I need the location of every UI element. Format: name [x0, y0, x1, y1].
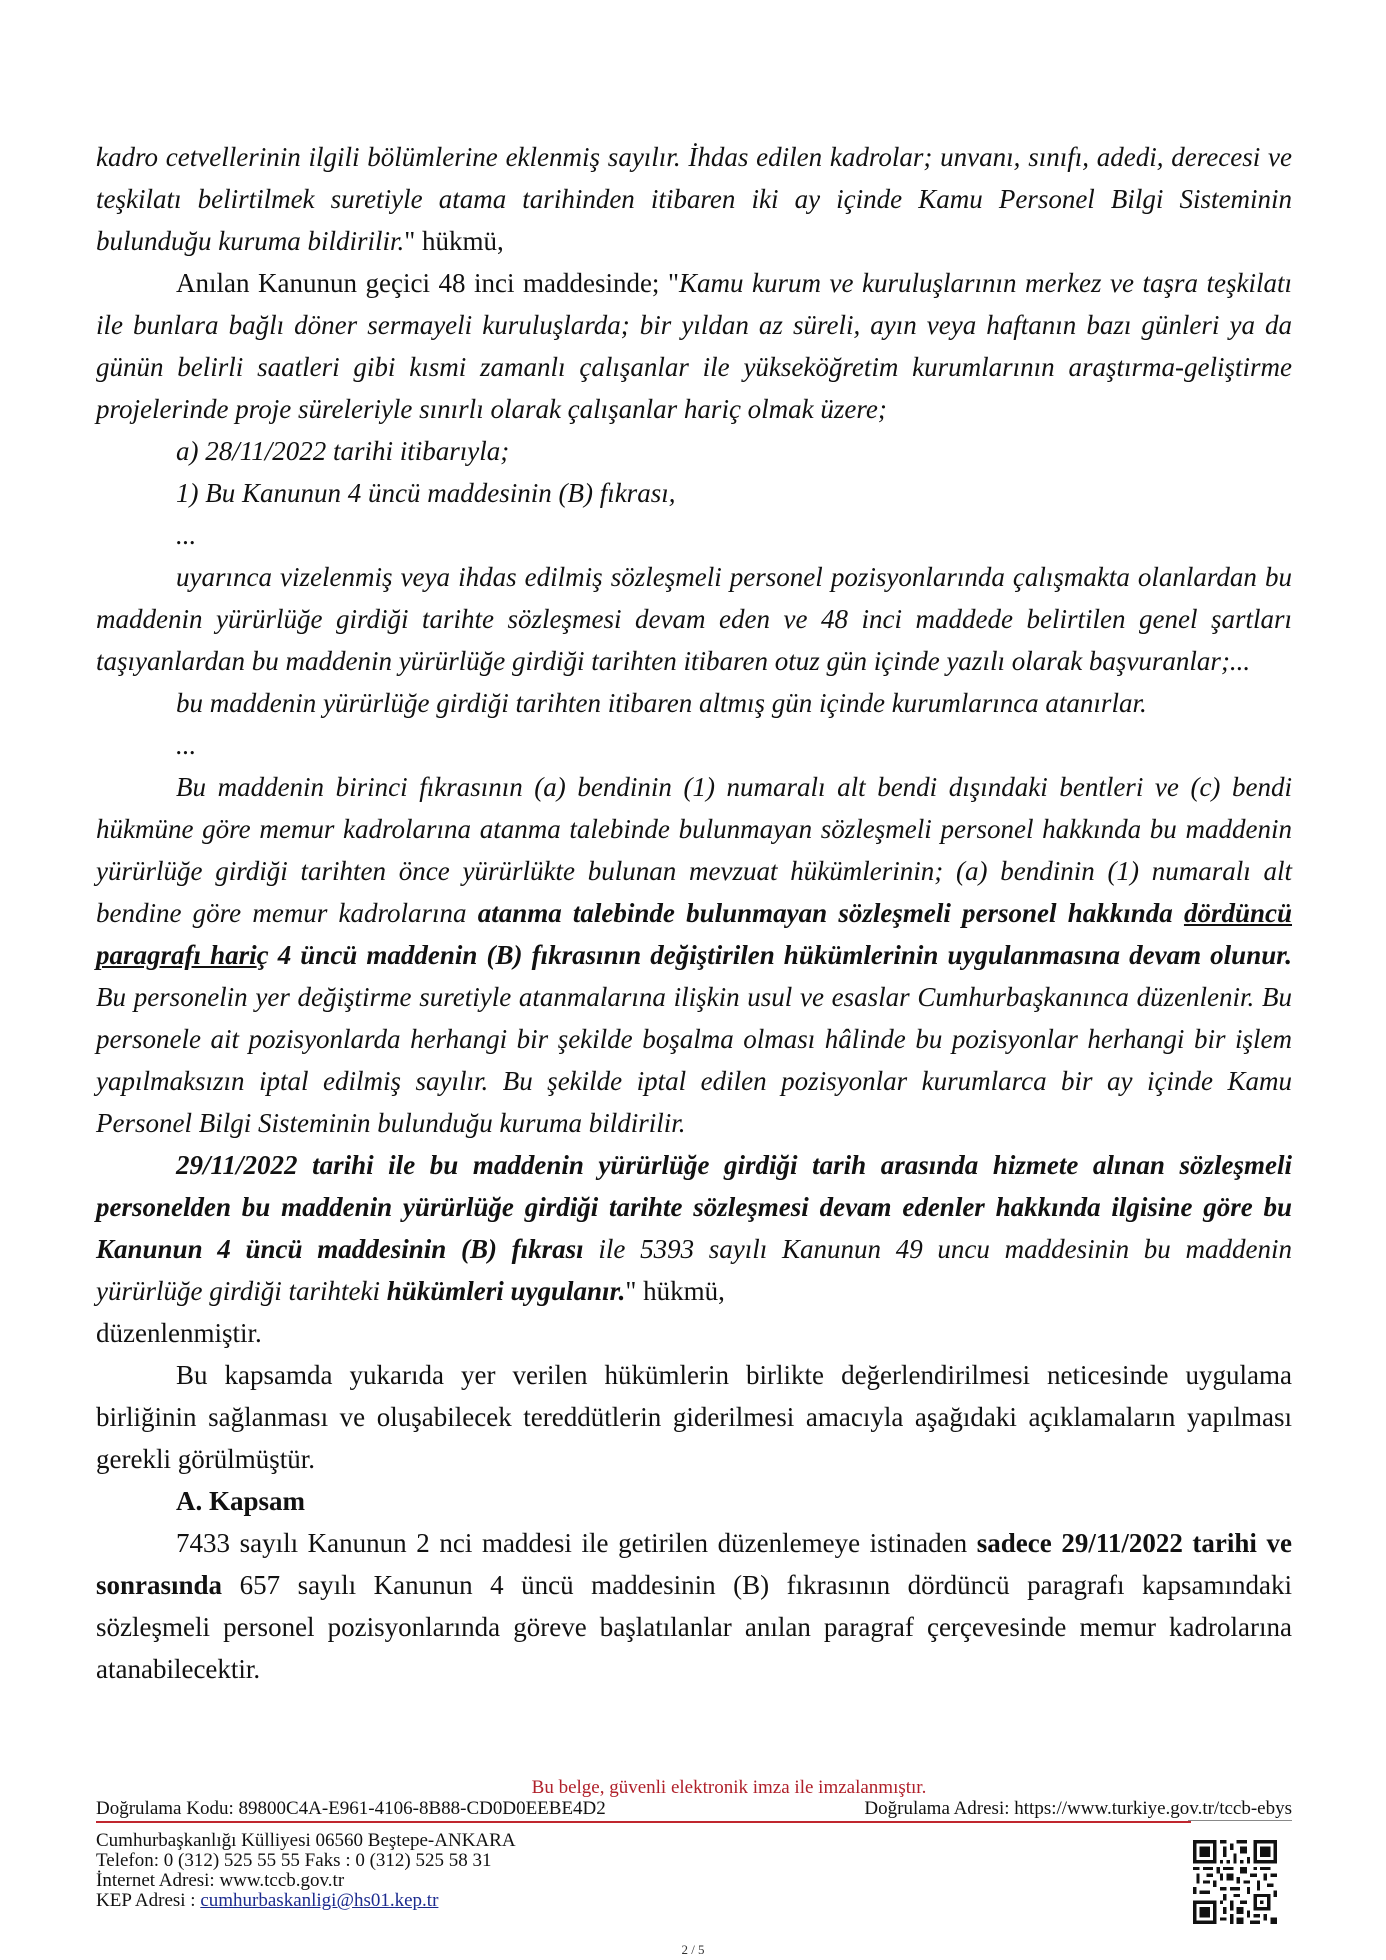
list-item-1: 1) Bu Kanunun 4 üncü maddesinin (B) fıkrası, — [176, 478, 676, 508]
footer-divider — [96, 1821, 1191, 1823]
quote-tail: " hükmü, — [625, 1276, 725, 1306]
lead-text: Anılan Kanunun geçici 48 inci maddesinde; " — [176, 268, 679, 298]
quoted-text: Kamu kurum ve kuruluşlarının merkez ve taşra teşkilatı ile bunlara bağlı döner sermayeli kuruluşlarda; bir yıldan az süreli, ayın veya haftanın bazı günleri ya da günün belirli saatleri gibi kısmi zamanlı çalışanlar ile yükseköğretim kurumlarının araştırma-geliştirme projelerinde proje süreleriyle sınırlı olarak çalışanlar hariç olmak üzere; — [96, 268, 1292, 424]
lead-text: 7433 sayılı Kanunun 2 nci maddesi ile getirilen düzenlemeye istinaden — [176, 1528, 977, 1558]
ellipsis: ... — [176, 730, 197, 760]
italic-text: ile 5393 sayılı Kanunun 49 uncu maddesinin bu maddenin yürürlüğe girdiği tarihteki — [96, 1234, 1292, 1306]
bold-text: ç 4 üncü maddenin (B) fıkrasının değiştirilen hükümlerinin uygulanmasına devam olunur. — [256, 940, 1292, 970]
bold-text: 29/11/2022 tarihi ile bu maddenin yürürlüğe girdiği tarih arasında hizmete alınan sözleşmeli personelden bu maddenin yürürlüğe girdiği tarihte sözleşmesi devam edenler hakkında ilgisine göre bu Kanunun 4 üncü maddesinin (B) fıkrası — [96, 1150, 1292, 1264]
kep-address — [96, 1891, 1292, 1911]
paragraph-kadro — [96, 136, 1292, 262]
verification-address[interactable]: Doğrulama Adresi: https://www.turkiye.gov.tr/tccb-ebys — [864, 1798, 1292, 1819]
list-item-a: a) 28/11/2022 tarihi itibarıyla; — [176, 436, 510, 466]
quote-tail: " hükmü, — [404, 226, 504, 256]
footer-divider-grey — [1188, 1820, 1292, 1821]
paragraph-29-11-2022 — [96, 1144, 1292, 1312]
page-number: 2 / 5 — [681, 1942, 705, 1957]
document-footer — [96, 1778, 1292, 1911]
postal-address: Cumhurbaşkanlığı Külliyesi 06560 Beştepe-ANKARA — [96, 1830, 516, 1851]
paragraph-gecici-48 — [96, 262, 1292, 430]
paragraph-bu-kapsamda: Bu kapsamda yukarıda yer verilen hükümlerin birlikte değerlendirilmesi neticesinde uygulama birliğinin sağlanması ve oluşabilecek tereddütlerin giderilmesi amacıyla aşağıdaki açıklamaların yapılması gerekli görülmüştür. — [96, 1360, 1292, 1474]
paragraph-duzenlenmistir: düzenlenmiştir. — [96, 1318, 262, 1348]
document-body — [96, 136, 1292, 1690]
quoted-text: kadro cetvellerinin ilgili bölümlerine eklenmiş sayılır. İhdas edilen kadrolar; unvanı, sınıfı, adedi, derecesi ve teşkilatı belirtilmek suretiyle atama tarihinden itibaren iki ay içinde Kamu Personel Bilgi Sisteminin bulunduğu kuruma bildirilir. — [96, 142, 1292, 256]
contact-block — [96, 1831, 1292, 1911]
phone-fax: Telefon: 0 (312) 525 55 55 Faks : 0 (312) 525 58 31 — [96, 1850, 492, 1871]
underlined-text: dördüncü paragrafı hari — [96, 898, 1292, 970]
qr-code-icon — [1193, 1840, 1277, 1924]
italic-text: Bu personelin yer değiştirme suretiyle atanmalarına ilişkin usul ve esaslar Cumhurbaşkanınca düzenlenir. Bu personele ait pozisyonlarda herhangi bir şekilde boşalma olması hâlinde bu pozisyonlar herhangi bir işlem yapılmaksızın iptal edilmiş sayılır. Bu şekilde iptal edilen pozisyonlar kurumlarca bir ay içinde Kamu Personel Bilgi Sisteminin bulunduğu kuruma bildirilir. — [96, 982, 1292, 1138]
verification-code: Doğrulama Kodu: 89800C4A-E961-4106-8B88-CD0D0EEBE4D2 — [96, 1798, 606, 1819]
kep-label: KEP Adresi : — [96, 1890, 201, 1911]
bold-text: hükümleri uygulanır. — [386, 1276, 626, 1306]
italic-text: Bu maddenin birinci fıkrasının (a) bendinin (1) numaralı alt bendi dışındaki bentleri ve (c) bendi hükmüne göre memur kadrolarına atanma talebinde bulunmayan sözleşmeli personel hakkında bu maddenin yürürlüğe girdiği tarihten önce yürürlükte bulunan mevzuat hükümlerinin; (a) bendinin (1) numaralı alt bendine göre memur kadrolarına — [96, 772, 1292, 928]
paragraph-birinci-fikra — [96, 766, 1292, 1144]
verification-row — [96, 1798, 1292, 1820]
section-heading-kapsam: A. Kapsam — [176, 1486, 306, 1516]
paragraph-atanirlar: bu maddenin yürürlüğe girdiği tarihten itibaren altmış gün içinde kurumlarınca atanırlar. — [176, 688, 1147, 718]
tail-text: 657 sayılı Kanunun 4 üncü maddesinin (B) fıkrasının dördüncü paragrafı kapsamındaki sözleşmeli personel pozisyonlarında göreve başlatılanlar anılan paragraf çerçevesinde memur kadrolarına atanabilecektir. — [96, 1570, 1292, 1684]
kep-email-link[interactable]: cumhurbaskanligi@hs01.kep.tr — [200, 1890, 439, 1911]
internet-address[interactable]: İnternet Adresi: www.tccb.gov.tr — [96, 1870, 345, 1891]
paragraph-7433 — [96, 1522, 1292, 1690]
bold-text: atanma talebinde bulunmayan sözleşmeli personel hakkında — [477, 898, 1184, 928]
paragraph-uyarinca: uyarınca vizelenmiş veya ihdas edilmiş sözleşmeli personel pozisyonlarında çalışmakta olanlardan bu maddenin yürürlüğe girdiği tarihte sözleşmesi devam eden ve 48 inci maddede belirtilen genel şartları taşıyanlardan bu maddenin yürürlüğe girdiği tarihten itibaren otuz gün içinde yazılı olarak başvuranlar;... — [96, 562, 1292, 676]
bold-text: sadece 29/11/2022 tarihi ve sonrasında — [96, 1528, 1293, 1600]
e-signature-note: Bu belge, güvenli elektronik imza ile imzalanmıştır. — [531, 1777, 927, 1798]
ellipsis: ... — [176, 520, 197, 550]
